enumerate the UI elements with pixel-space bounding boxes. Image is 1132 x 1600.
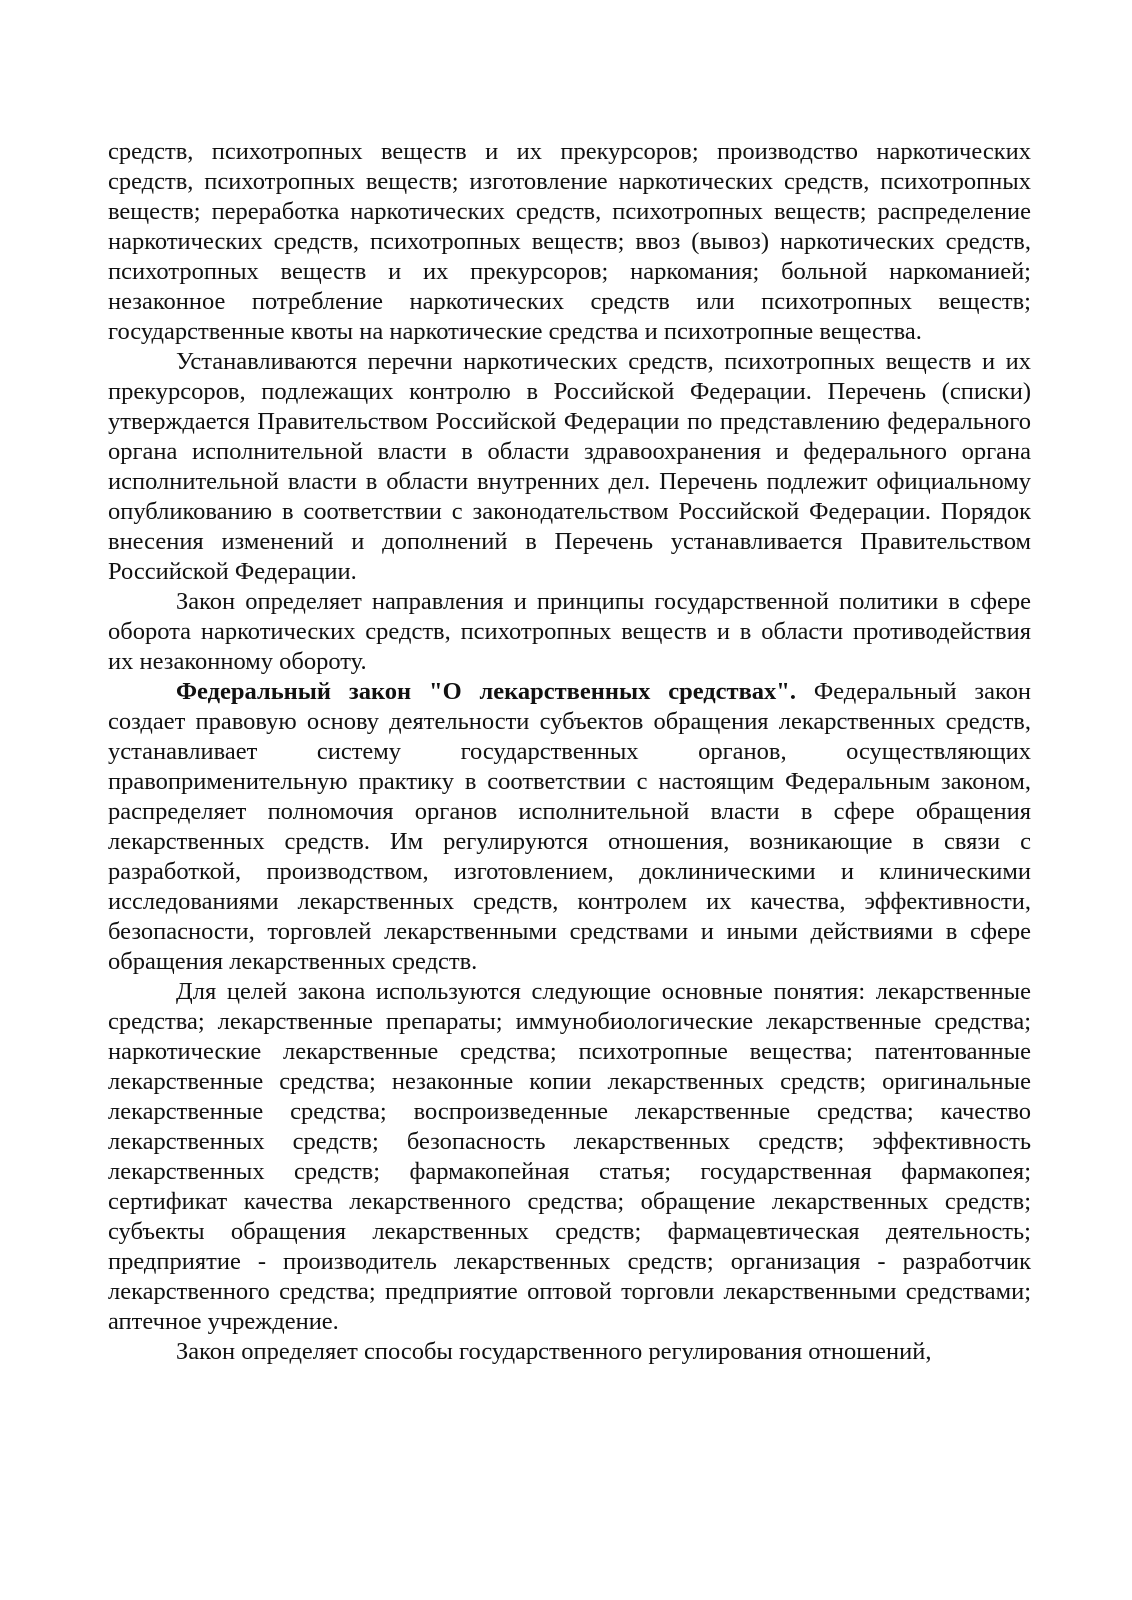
paragraph-narcotics-terms: средств, психотропных веществ и их прекурсоров; производство наркотических средств, психотропных веществ; изготовление наркотических средств, психотропных веществ; переработка наркотических средств, психотропных веществ; распределение наркотических средств, психотропных веществ; ввоз (вывоз) наркотических средств, психотропных веществ и их прекурсоров; наркомания; больной наркоманией; незаконное потребление наркотических средств или психотропных веществ; государственные квоты на наркотические средства и психотропные вещества. [108, 138, 1031, 345]
paragraph-medicines-law [108, 677, 1031, 977]
paragraph-substance-lists: Устанавливаются перечни наркотических средств, психотропных веществ и их прекурсоров, подлежащих контролю в Российской Федерации. Перечень (списки) утверждается Правительством Российской Федерации по представлению федерального органа исполнительной власти в области здравоохранения и федерального органа исполнительной власти в области внутренних дел. Перечень подлежит официальному опубликованию в соответствии с законодательством Российской Федерации. Порядок внесения изменений и дополнений в Перечень устанавливается Правительством Российской Федерации. [108, 348, 1031, 585]
paragraph-state-policy: Закон определяет направления и принципы государственной политики в сфере оборота наркотических средств, психотропных веществ и в области противодействия их незаконному обороту. [108, 588, 1031, 675]
paragraph-basic-concepts: Для целей закона используются следующие основные понятия: лекарственные средства; лекарственные препараты; иммунобиологические лекарственные средства; наркотические лекарственные средства; психотропные вещества; патентованные лекарственные средства; незаконные копии лекарственных средств; оригинальные лекарственные средства; воспроизведенные лекарственные средства; качество лекарственных средств; безопасность лекарственных средств; эффективность лекарственных средств; фармакопейная статья; государственная фармакопея; сертификат качества лекарственного средства; обращение лекарственных средств; субъекты обращения лекарственных средств; фармацевтическая деятельность; предприятие - производитель лекарственных средств; организация - разработчик лекарственного средства; предприятие оптовой торговли лекарственными средствами; аптечное учреждение. [108, 978, 1031, 1335]
medicines-law-text: Федеральный закон создает правовую основу деятельности субъектов обращения лекарственных средств, устанавливает систему государственных органов, осуществляющих правоприменительную практику в соответствии с настоящим Федеральным законом, распределяет полномочия органов исполнительной власти в сфере обращения лекарственных средств. Им регулируются отношения, возникающие в связи с разработкой, производством, изготовлением, доклиническими и клиническими исследованиями лекарственных средств, контролем их качества, эффективности, безопасности, торговлей лекарственными средствами и иными действиями в сфере обращения лекарственных средств. [108, 678, 1032, 975]
medicines-law-heading: Федеральный закон "О лекарственных средствах". [176, 678, 797, 705]
paragraph-regulation-methods: Закон определяет способы государственного регулирования отношений, [176, 1338, 932, 1365]
document-body [108, 137, 1031, 1367]
